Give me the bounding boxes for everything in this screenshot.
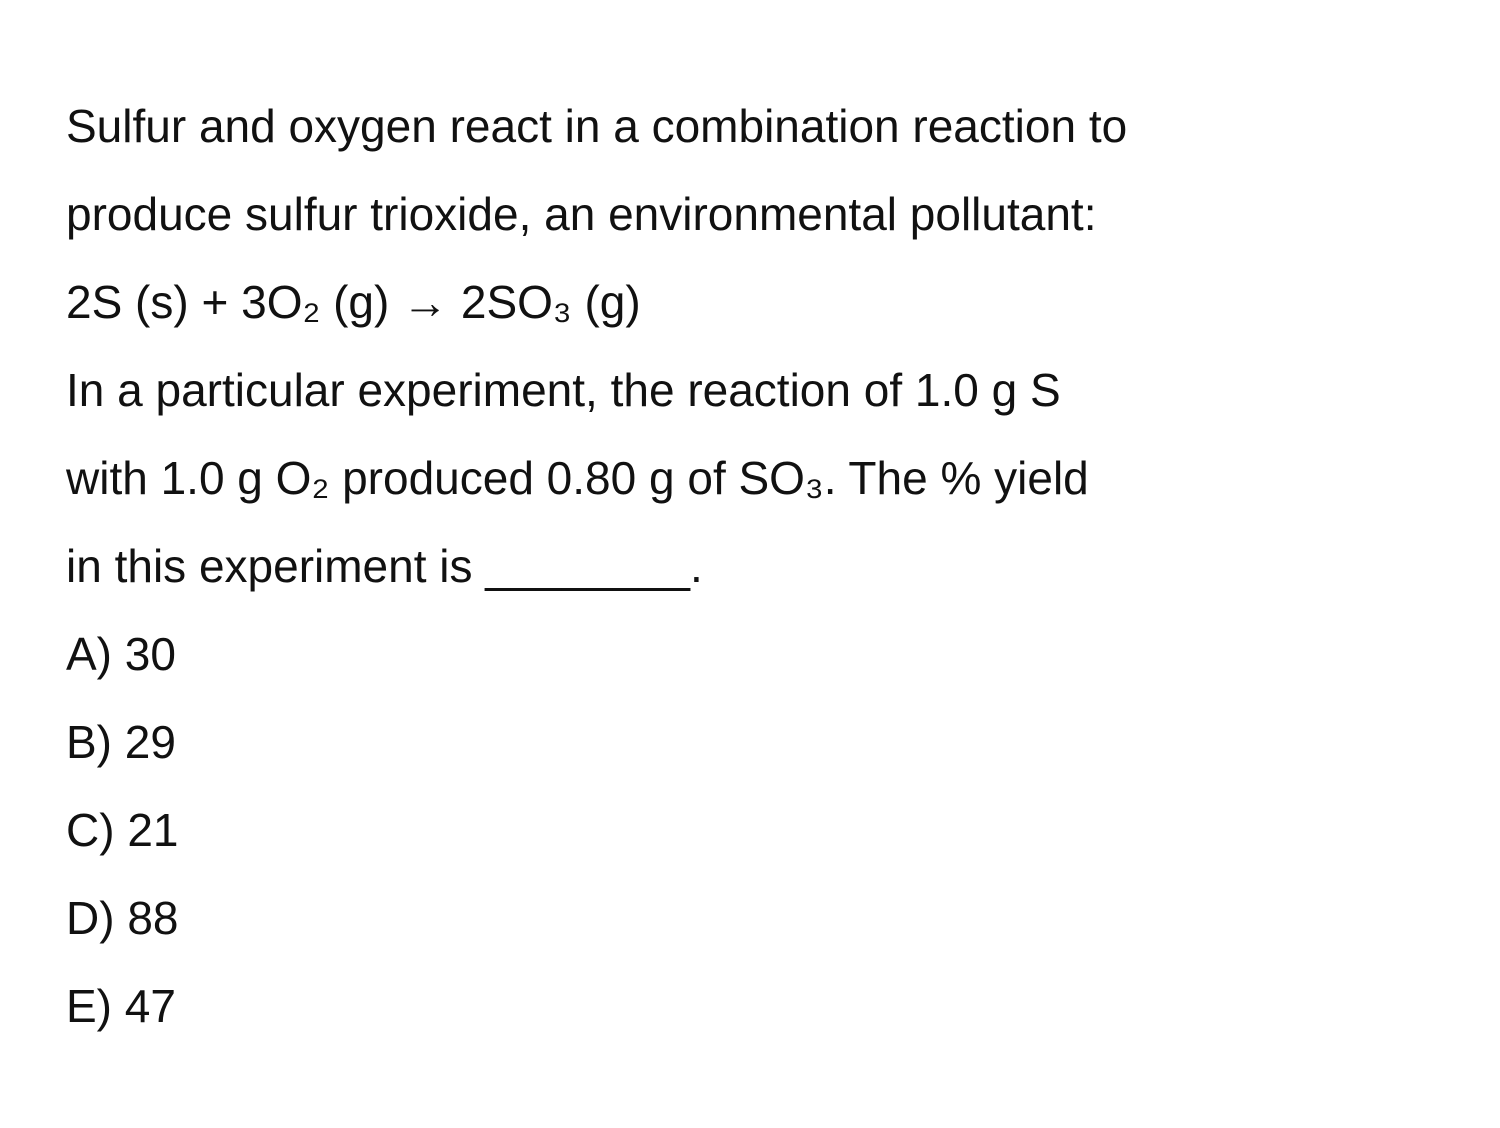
option-c: C) 21 — [66, 804, 179, 856]
question-line-1: Sulfur and oxygen react in a combination reaction to — [66, 100, 1128, 152]
option-b: B) 29 — [66, 716, 176, 768]
question-line-6: in this experiment is ________. — [66, 540, 703, 592]
question-block — [66, 82, 1466, 1050]
option-e: E) 47 — [66, 980, 176, 1032]
question-line-4: In a particular experiment, the reaction of 1.0 g S — [66, 364, 1061, 416]
option-a: A) 30 — [66, 628, 176, 680]
option-d: D) 88 — [66, 892, 179, 944]
question-line-2: produce sulfur trioxide, an environmental pollutant: — [66, 188, 1097, 240]
reaction-equation: 2S (s) + 3O₂ (g) → 2SO₃ (g) — [66, 276, 641, 328]
question-line-5: with 1.0 g O₂ produced 0.80 g of SO₃. The % yield — [66, 452, 1089, 504]
